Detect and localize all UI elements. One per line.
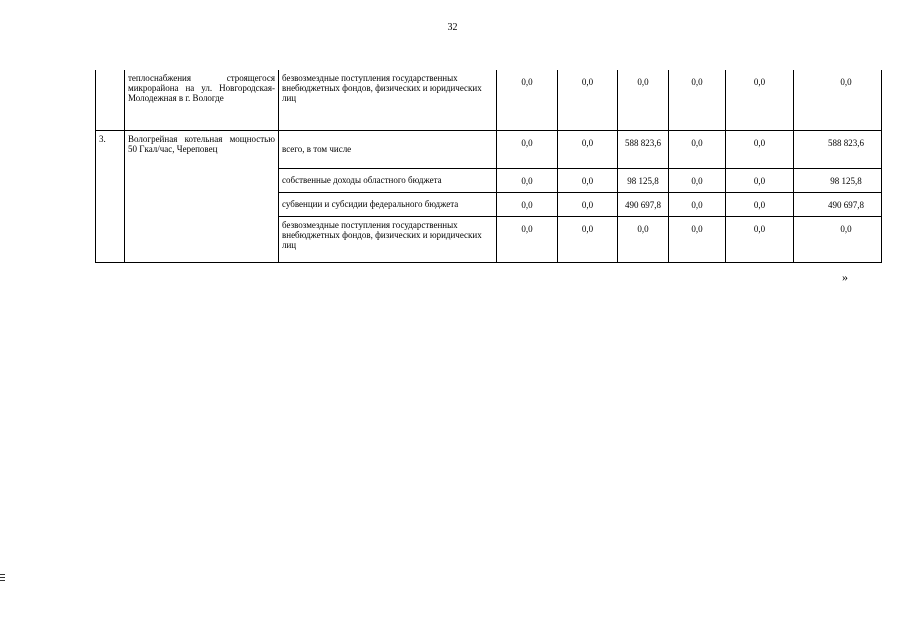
value-cell: 490 697,8 — [794, 192, 882, 216]
value-cell: 0,0 — [618, 70, 669, 130]
value-cell: 0,0 — [497, 192, 558, 216]
funding-source-cell: собственные доходы областного бюджета — [279, 168, 497, 192]
value-cell: 0,0 — [726, 192, 794, 216]
value-cell: 0,0 — [794, 70, 882, 130]
table-row — [96, 70, 882, 130]
page-number: 32 — [447, 22, 458, 33]
value-cell: 0,0 — [497, 168, 558, 192]
value-cell: 98 125,8 — [794, 168, 882, 192]
value-cell: 0,0 — [558, 70, 618, 130]
value-cell: 0,0 — [669, 130, 726, 168]
value-cell: 0,0 — [558, 130, 618, 168]
value-cell: 0,0 — [726, 130, 794, 168]
value-cell: 0,0 — [726, 70, 794, 130]
value-cell: 0,0 — [726, 216, 794, 262]
budget-table — [95, 70, 882, 263]
table-row — [96, 130, 882, 168]
funding-source-cell: субвенции и субсидии федерального бюджета — [279, 192, 497, 216]
value-cell: 0,0 — [558, 192, 618, 216]
object-name-cell: теплоснабжения строящегося микрорайона на ул. Новгородская-Молодежная в г. Вологде — [125, 70, 279, 130]
funding-source-cell: всего, в том числе — [279, 130, 497, 168]
value-cell: 588 823,6 — [618, 130, 669, 168]
value-cell: 0,0 — [558, 216, 618, 262]
value-cell: 0,0 — [497, 130, 558, 168]
closing-quote-mark: » — [842, 270, 848, 284]
value-cell: 0,0 — [669, 168, 726, 192]
scan-margin-mark — [0, 574, 5, 582]
value-cell: 98 125,8 — [618, 168, 669, 192]
value-cell: 0,0 — [497, 70, 558, 130]
value-cell: 0,0 — [726, 168, 794, 192]
value-cell: 0,0 — [558, 168, 618, 192]
value-cell: 490 697,8 — [618, 192, 669, 216]
value-cell: 588 823,6 — [794, 130, 882, 168]
row-number-cell — [96, 70, 125, 130]
funding-source-cell: безвозмездные поступления государственных внебюджетных фондов, физических и юридических лиц — [279, 70, 497, 130]
value-cell: 0,0 — [669, 192, 726, 216]
value-cell: 0,0 — [669, 70, 726, 130]
funding-source-cell: безвозмездные поступления государственных внебюджетных фондов, физических и юридических лиц — [279, 216, 497, 262]
row-number-cell: 3. — [96, 130, 125, 262]
value-cell: 0,0 — [669, 216, 726, 262]
value-cell: 0,0 — [497, 216, 558, 262]
object-name-cell: Вологрейная котельная мощностью 50 Гкал/час, Череповец — [125, 130, 279, 262]
value-cell: 0,0 — [618, 216, 669, 262]
value-cell: 0,0 — [794, 216, 882, 262]
